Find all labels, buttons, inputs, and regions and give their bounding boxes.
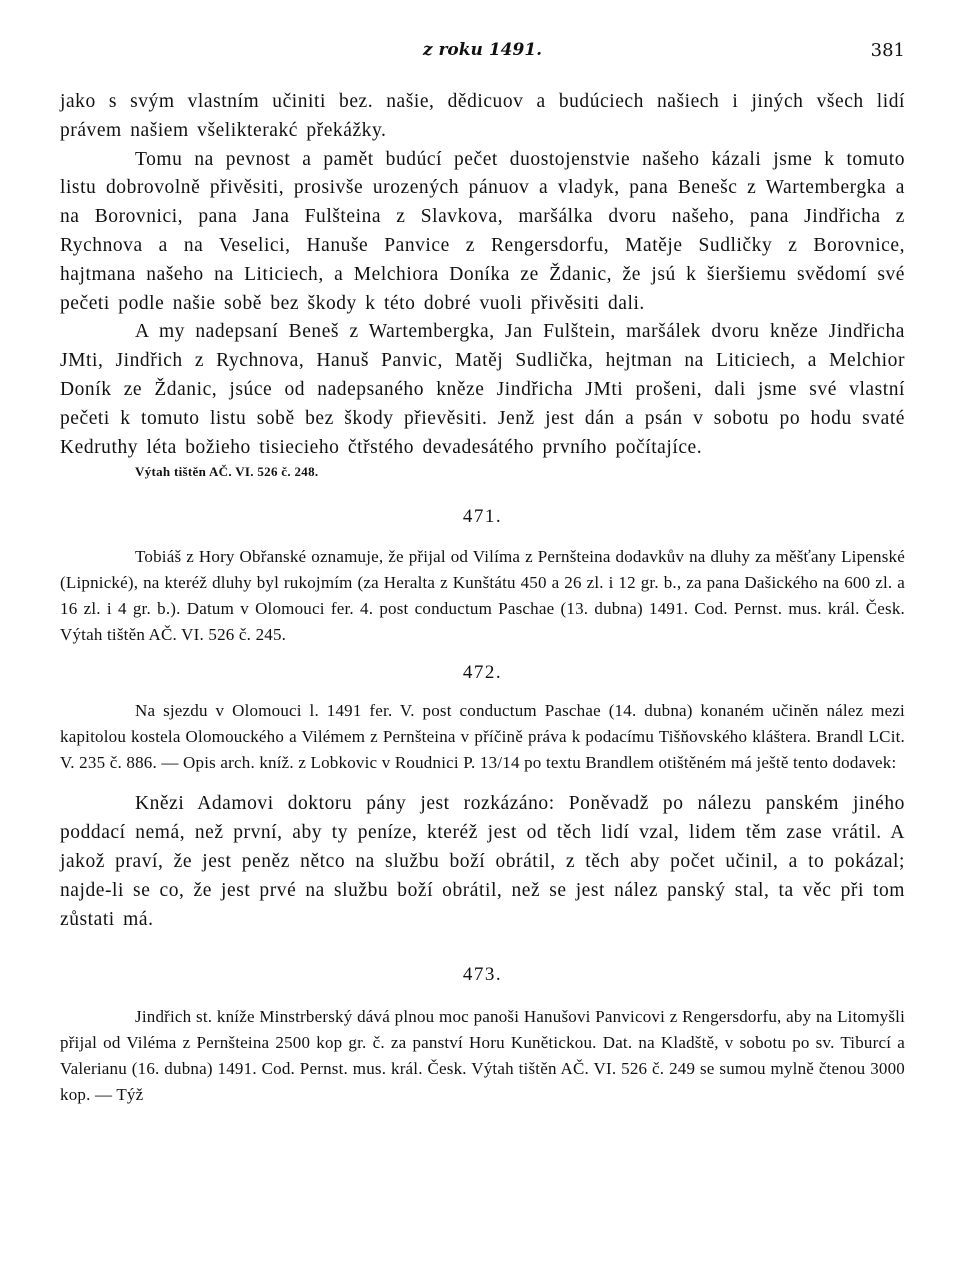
- entry-regest: Tobiáš z Hory Obřanské oznamuje, že přijal od Vilíma z Pernšteina dodavkův na dluhy za měšťany Lipenské (Lipnické), na kteréž dluhy byl rukojmím (za Heralta z Kunštátu 450 a 26 zl. i 12 gr. b., za pana Dašického na 600 zl. a 16 zl. i 4 gr. b.). Datum v Olomouci fer. 4. post conductum Paschae (13. dubna) 1491. Cod. Pernst. mus. král. Česk. Výtah tištěn AČ. VI. 526 č. 245.: [60, 547, 905, 645]
- entry-number: 471.: [462, 506, 503, 528]
- running-head: z roku 1491.: [422, 40, 543, 60]
- page-header: [60, 40, 905, 68]
- entry-number: 472.: [462, 662, 503, 684]
- entry-regest: Jindřich st. kníže Minstrberský dává plnou moc panoši Hanušovi Panvicovi z Rengersdorfu, aby na Litomyšli přijal od Viléma z Pernšteina 2500 kop gr. č. za panství Horu Kunětickou. Dat. na Kladště, v sobotu po sv. Tiburcí a Valerianu (16. dubna) 1491. Cod. Pernst. mus. král. Česk. Výtah tištěn AČ. VI. 526 č. 249 se sumou mylně čtenou 3000 kop. — Týž: [60, 1007, 905, 1105]
- entry-quote: Knězi Adamovi doktoru pány jest rozkázáno: Poněvadž po nálezu panském jiného poddací nemá, než první, aby ty peníze, kteréž jest od těch lidí vzal, lidem těm zase vrátil. A jakož praví, že jest peněz nětco na službu boží obrátil, z těch aby počet učinil, a to pokázal; najde-li se co, že jest prvé na službu boží obrátil, než se jest nález panský stal, ta věc při tom zůstati má.: [60, 793, 905, 930]
- entry-regest: Na sjezdu v Olomouci l. 1491 fer. V. post conductum Paschae (14. dubna) konaném učiněn nález mezi kapitolou kostela Olomouckého a Vilémem z Pernšteina v příčině práva k podacímu Tišňovského kláštera. Brandl LCit. V. 235 č. 886. — Opis arch. kníž. z Lobkovic v Roudnici P. 13/14 po textu Brandlem otištěném má ještě tento dodavek:: [60, 701, 905, 773]
- page-body: [60, 88, 905, 1108]
- spacer: [60, 776, 905, 790]
- page-number: 381: [870, 40, 905, 61]
- charter-paragraph: A my nadepsaní Beneš z Wartembergka, Jan Fulštein, maršálek dvoru kněze Jindřicha JMti, Jindřich z Rychnova, Hanuš Panvic, Matěj Sudlička, hejtman na Liticiech, a Melchior Doník ze Ždanic, jsúce od nadepsaného kněze Jindřicha JMti prošeni, dali jsme své vlastní pečeti k tomuto listu sobě bez škody přievěsiti. Jenž jest dán a psán v sobotu po hodu svaté Kedruthy léta božieho tisiecieho čtřstého devadesátého prvního počítajíce.: [60, 321, 905, 458]
- source-note: Výtah tištěn AČ. VI. 526 č. 248.: [135, 464, 319, 480]
- charter-paragraph: Tomu na pevnost a pamět budúcí pečet duostojenstvie našeho kázali jsme k tomuto listu dobrovolně přivěsiti, prosivše urozených pánuov a vladyk, pana Benešc z Wartembergka a na Borovnici, pana Jana Fulšteina z Slavkova, maršálka dvoru našeho, pana Jindřicha z Rychnova a na Veselici, Hanuše Panvice z Rengersdorfu, Matěje Sudličky z Borovnice, hajtmana našeho na Liticiech, a Melchiora Doníka ze Ždanic, že jsú k šieršiemu svědomí své pečeti podle našie sobě bez škody k této dobré vuoli přivěsiti dali.: [60, 148, 905, 314]
- continuation-paragraph: jako s svým vlastním učiniti bez. našie, dědicuov a budúciech našiech i jiných všech lidí právem našiem všelikterakć překážky.: [60, 91, 905, 141]
- entry-number: 473.: [462, 964, 503, 986]
